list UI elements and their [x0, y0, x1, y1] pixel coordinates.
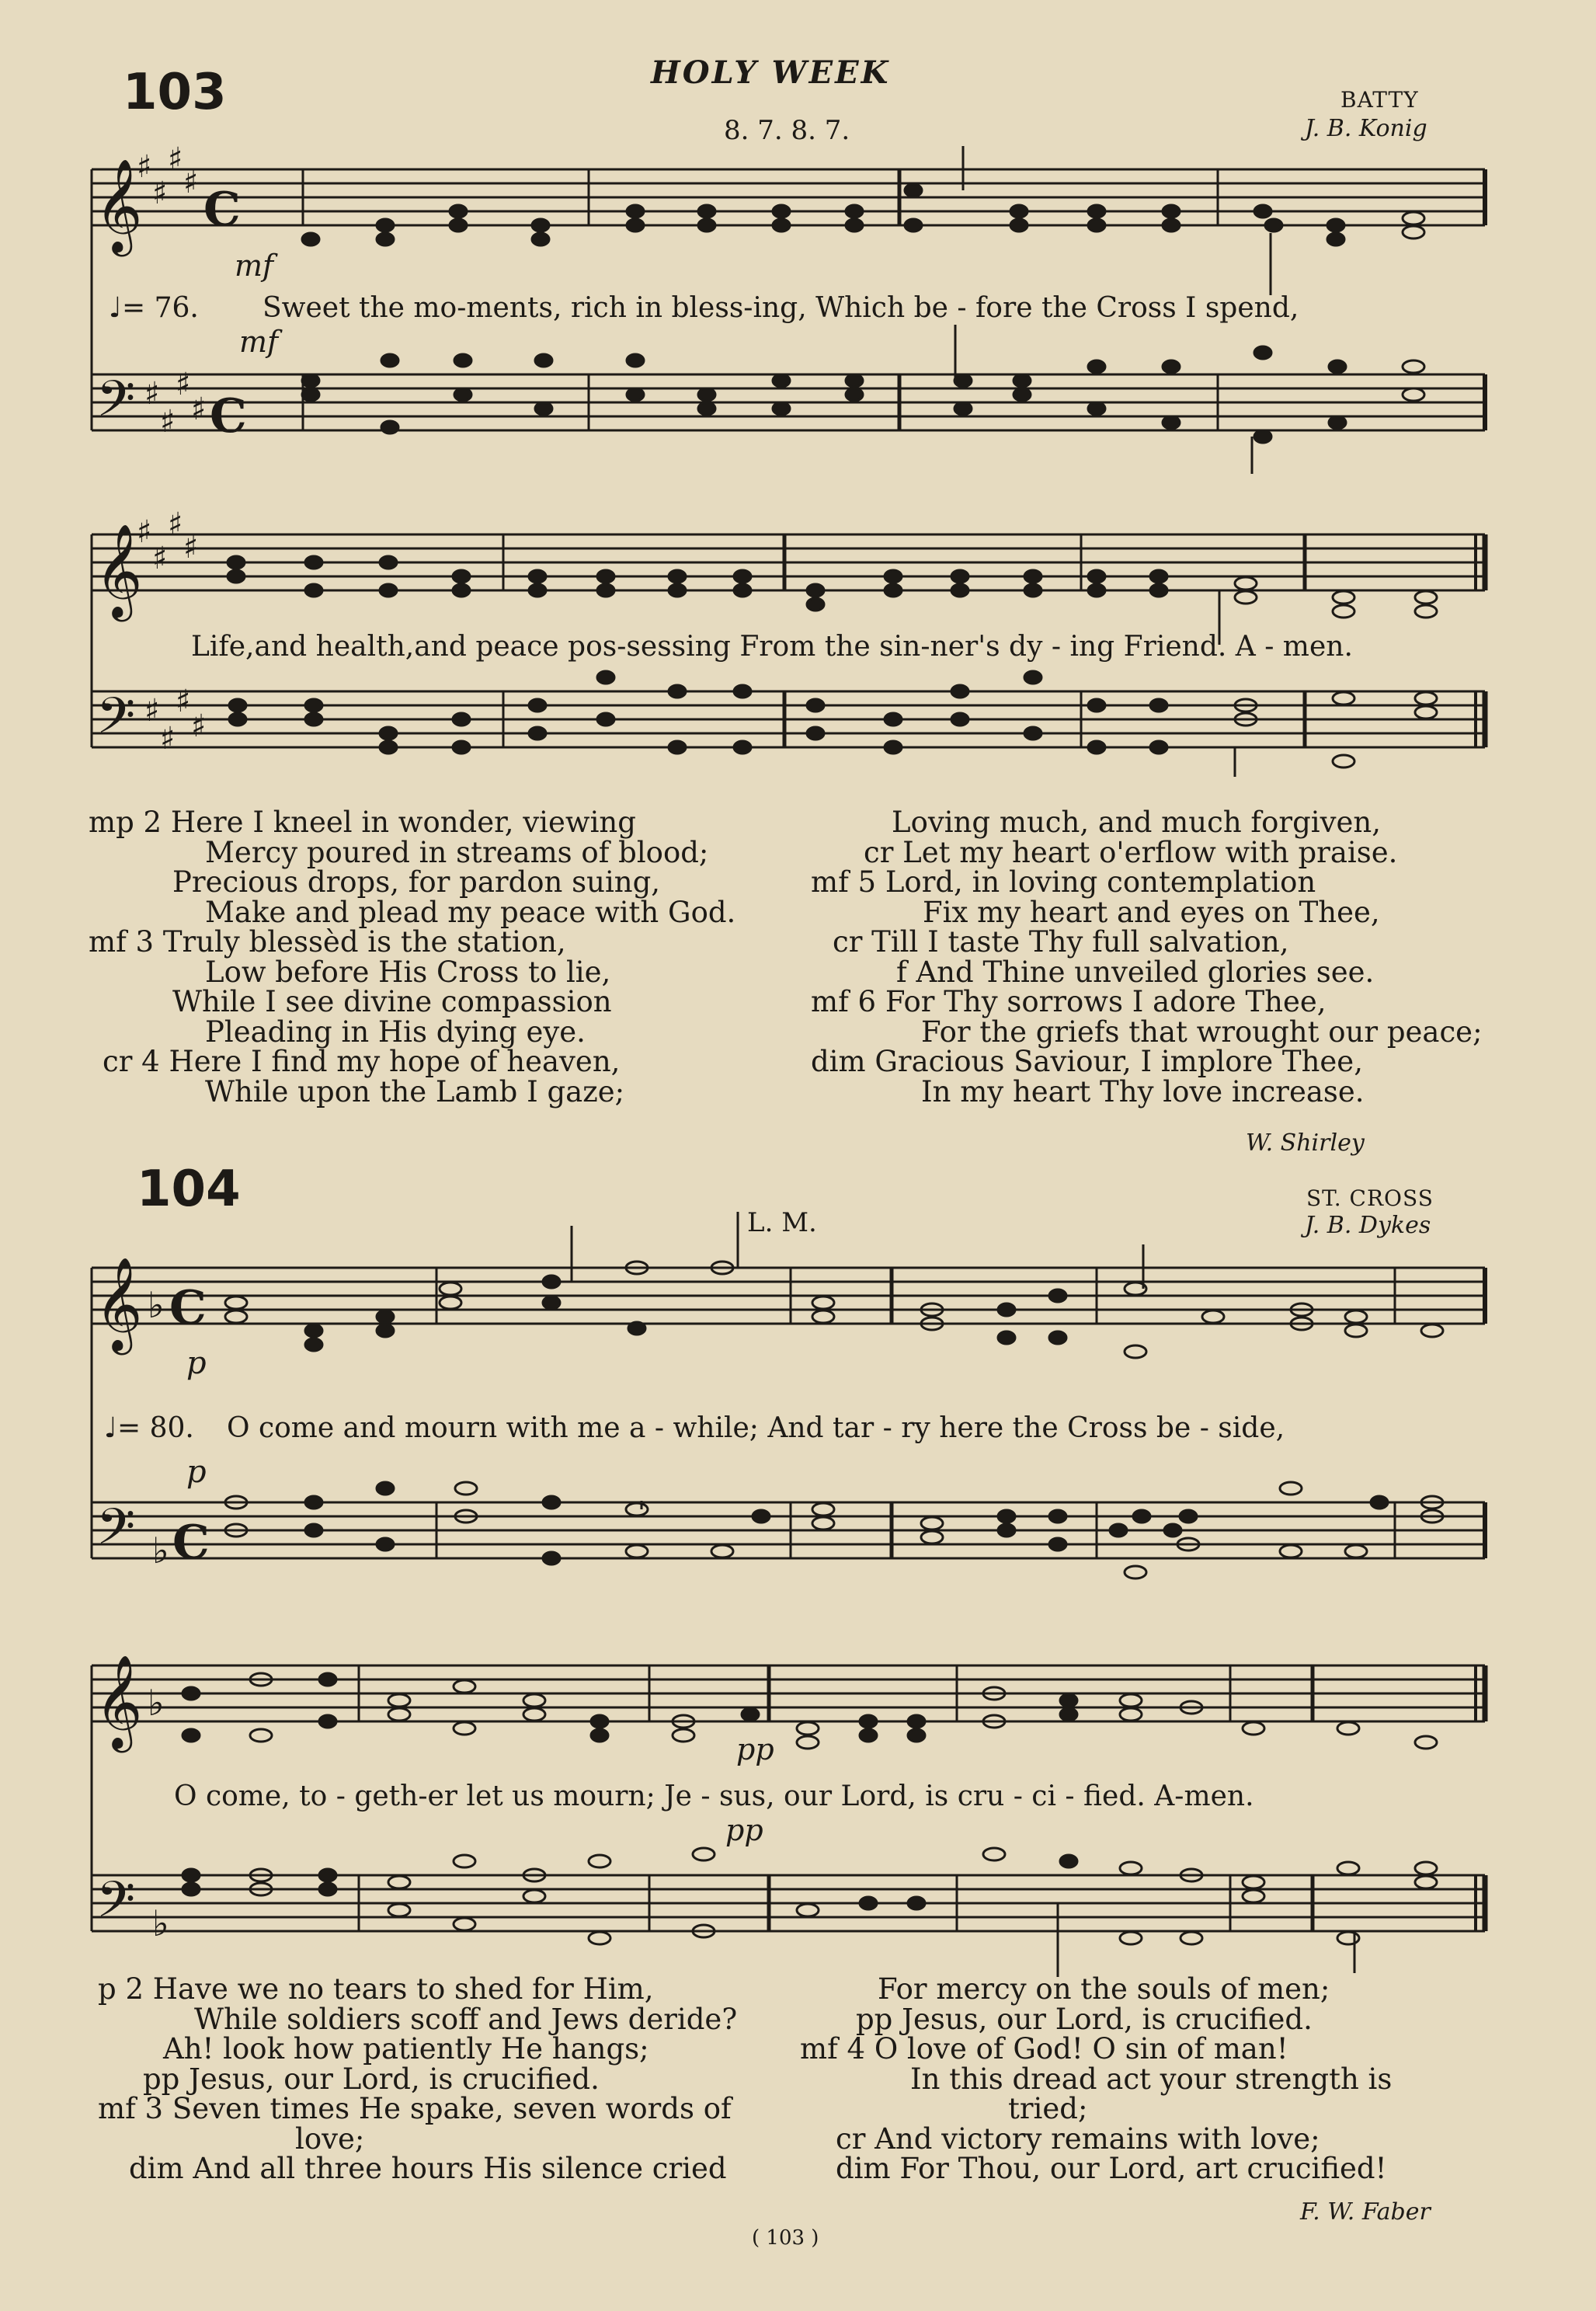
- hymn-104-composer: J. B. Dykes: [1305, 1212, 1431, 1239]
- hymn-104-tempo: ♩= 80.: [104, 1412, 194, 1444]
- hymn-104-dynamic-pp-treble: pp: [736, 1732, 774, 1766]
- hymn-104-system-2-treble-staff: [92, 1665, 1485, 1721]
- hymn-103-tempo: ♩= 76.: [109, 292, 199, 324]
- hymn-103-system-1-treble-notes: [302, 184, 1424, 245]
- svg-text:♯: ♯: [176, 684, 191, 719]
- hymn-104-system-1-bass-staff: [92, 1502, 1485, 1558]
- hymn-103-tune-name: BATTY: [1340, 87, 1419, 113]
- verse-line: Fix my heart and eyes on Thee,: [923, 895, 1380, 929]
- bass-clef-icon: 𝄢: [96, 1498, 136, 1568]
- sharp-icon: ♯: [176, 367, 191, 402]
- svg-text:♯: ♯: [144, 693, 160, 729]
- verse-line: Mercy poured in streams of blood;: [205, 835, 709, 869]
- hymn-104-system-2-bass-notes: [183, 1848, 1437, 1944]
- svg-text:C: C: [203, 183, 241, 237]
- verse-line: cr 4 Here I find my hope of heaven,: [103, 1045, 621, 1078]
- hymn-104-author: F. W. Faber: [1300, 2198, 1431, 2226]
- svg-text:♯: ♯: [137, 514, 152, 550]
- svg-text:C: C: [172, 1516, 210, 1570]
- running-title: HOLY WEEK: [651, 54, 891, 91]
- sharp-icon: ♯: [144, 376, 160, 412]
- verse-line: Make and plead my peace with God.: [205, 895, 736, 929]
- sharp-icon: ♯: [168, 141, 183, 177]
- verse-line: mf 4 O love of God! O sin of man!: [800, 2032, 1288, 2066]
- hymn-103-author: W. Shirley: [1246, 1129, 1365, 1157]
- verse-line: Pleading in His dying eye.: [205, 1015, 586, 1049]
- verse-line: f And Thine unveiled glories see.: [896, 955, 1375, 989]
- svg-text:♯: ♯: [183, 530, 199, 566]
- hymn-104-lyric-line-2: O come, to - geth-er let us mourn; Je - sus, our Lord, is cru - ci - fied. A-men.: [174, 1780, 1254, 1812]
- verse-line: cr And victory remains with love;: [836, 2121, 1320, 2156]
- verse-line: mp 2 Here I kneel in wonder, viewing: [89, 806, 636, 839]
- verse-line: mf 3 Truly blessèd is the station,: [89, 925, 566, 959]
- verse-line: For mercy on the souls of men;: [878, 1972, 1330, 2006]
- hymn-103-dynamic-treble: mf: [235, 249, 274, 283]
- hymn-104-system-2-treble-notes: [183, 1673, 1437, 1749]
- svg-text:♯: ♯: [191, 708, 207, 744]
- bass-clef-icon: 𝄢: [96, 371, 136, 440]
- verse-line: pp Jesus, our Lord, is crucified.: [143, 2062, 600, 2096]
- verse-line: In my heart Thy love increase.: [921, 1074, 1365, 1109]
- hymn-103-dynamic-bass: mf: [239, 325, 279, 359]
- svg-text:C: C: [210, 389, 247, 444]
- verse-line: Ah! look how patiently He hangs;: [163, 2032, 649, 2066]
- verse-line: cr Till I taste Thy full salvation,: [833, 925, 1289, 959]
- verse-line: dim Gracious Saviour, I implore Thee,: [811, 1045, 1363, 1078]
- svg-text:♯: ♯: [152, 541, 168, 576]
- verse-line: cr Let my heart o'erflow with praise.: [864, 835, 1398, 869]
- hymn-103-system-1-bass-notes: [302, 346, 1424, 443]
- sharp-icon: ♯: [137, 149, 152, 185]
- hymn-103-system-2-treble-notes: [228, 556, 1437, 618]
- sharp-icon: ♯: [160, 404, 176, 440]
- sharp-icon: ♯: [183, 165, 199, 200]
- hymn-104-dynamic-treble: p: [186, 1345, 207, 1381]
- verse-line: For the griefs that wrought our peace;: [921, 1015, 1483, 1049]
- hymn-104-lyric-line-1: O come and mourn with me a - while; And tar - ry here the Cross be - side,: [227, 1412, 1285, 1444]
- sharp-icon: ♯: [191, 392, 207, 427]
- hymn-103-number: 103: [123, 64, 227, 121]
- treble-clef-icon: 𝄞: [95, 1256, 143, 1351]
- treble-clef-icon: 𝄞: [95, 158, 143, 252]
- verse-line: While upon the Lamb I gaze;: [205, 1074, 625, 1109]
- hymn-104-system-1-treble-staff: [92, 1268, 1485, 1324]
- bass-clef-icon: 𝄢: [96, 1871, 136, 1941]
- svg-text:♭: ♭: [152, 1902, 169, 1944]
- verse-line: While soldiers scoff and Jews deride?: [194, 2002, 738, 2036]
- hymn-103-system-2-treble-staff: [92, 534, 1485, 590]
- treble-clef-icon: 𝄞: [95, 523, 143, 618]
- verse-line: love;: [295, 2121, 365, 2156]
- svg-text:C: C: [169, 1281, 207, 1335]
- hymn-104-number: 104: [137, 1161, 241, 1218]
- hymn-103-lyric-line-1: Sweet the mo-ments, rich in bless-ing, Which be - fore the Cross I spend,: [263, 292, 1299, 324]
- hymn-103-composer: J. B. Konig: [1305, 115, 1427, 142]
- bass-clef-icon: 𝄢: [96, 687, 136, 757]
- hymn-103-verses-right: [811, 808, 1483, 1107]
- hymn-104-dynamic-bass: p: [186, 1454, 207, 1490]
- hymn-104-meter: L. M.: [747, 1207, 817, 1238]
- svg-text:♯: ♯: [168, 506, 183, 542]
- verse-line: p 2 Have we no tears to shed for Him,: [98, 1972, 654, 2006]
- verse-line: dim For Thou, our Lord, art crucified!: [836, 2152, 1387, 2185]
- verse-line: dim And all three hours His silence cried: [129, 2152, 727, 2185]
- verse-line: tried;: [1008, 2092, 1088, 2125]
- hymn-103-lyric-line-2: Life,and health,and peace pos-sessing From the sin-ner's dy - ing Friend. A - men.: [191, 631, 1353, 663]
- sharp-icon: ♯: [152, 176, 168, 211]
- hymn-104-dynamic-pp-bass: pp: [725, 1813, 763, 1847]
- hymn-103-system-1-treble-staff: [92, 169, 1485, 225]
- hymn-103-verses-left: [89, 808, 735, 1107]
- svg-text:♯: ♯: [160, 721, 176, 757]
- flat-icon: ♭: [152, 1530, 169, 1571]
- verse-line: Loving much, and much forgiven,: [892, 806, 1381, 839]
- verse-line: pp Jesus, our Lord, is crucified.: [856, 2002, 1313, 2036]
- verse-line: mf 6 For Thy sorrows I adore Thee,: [811, 985, 1327, 1018]
- hymn-104-verses-right: [800, 1972, 1393, 2185]
- page-number: ( 103 ): [752, 2226, 819, 2250]
- verse-line: Low before His Cross to lie,: [205, 955, 611, 989]
- verse-line: While I see divine compassion: [172, 985, 612, 1018]
- hymn-104-tune-name: ST. CROSS: [1306, 1185, 1434, 1211]
- verse-line: In this dread act your strength is: [910, 2062, 1393, 2096]
- treble-clef-icon: 𝄞: [95, 1654, 143, 1749]
- svg-text:♭: ♭: [148, 1682, 165, 1724]
- hymn-103-system-2-bass-staff: [92, 691, 1485, 747]
- verse-line: mf 5 Lord, in loving contemplation: [811, 865, 1316, 899]
- hymn-104-verses-left: [98, 1972, 738, 2185]
- verse-line: Precious drops, for pardon suing,: [172, 865, 661, 899]
- hymn-103-meter: 8. 7. 8. 7.: [724, 115, 850, 146]
- hymn-104-system-2-bass-staff: [92, 1875, 1485, 1931]
- verse-line: mf 3 Seven times He spake, seven words of: [98, 2092, 732, 2125]
- flat-icon: ♭: [148, 1284, 165, 1326]
